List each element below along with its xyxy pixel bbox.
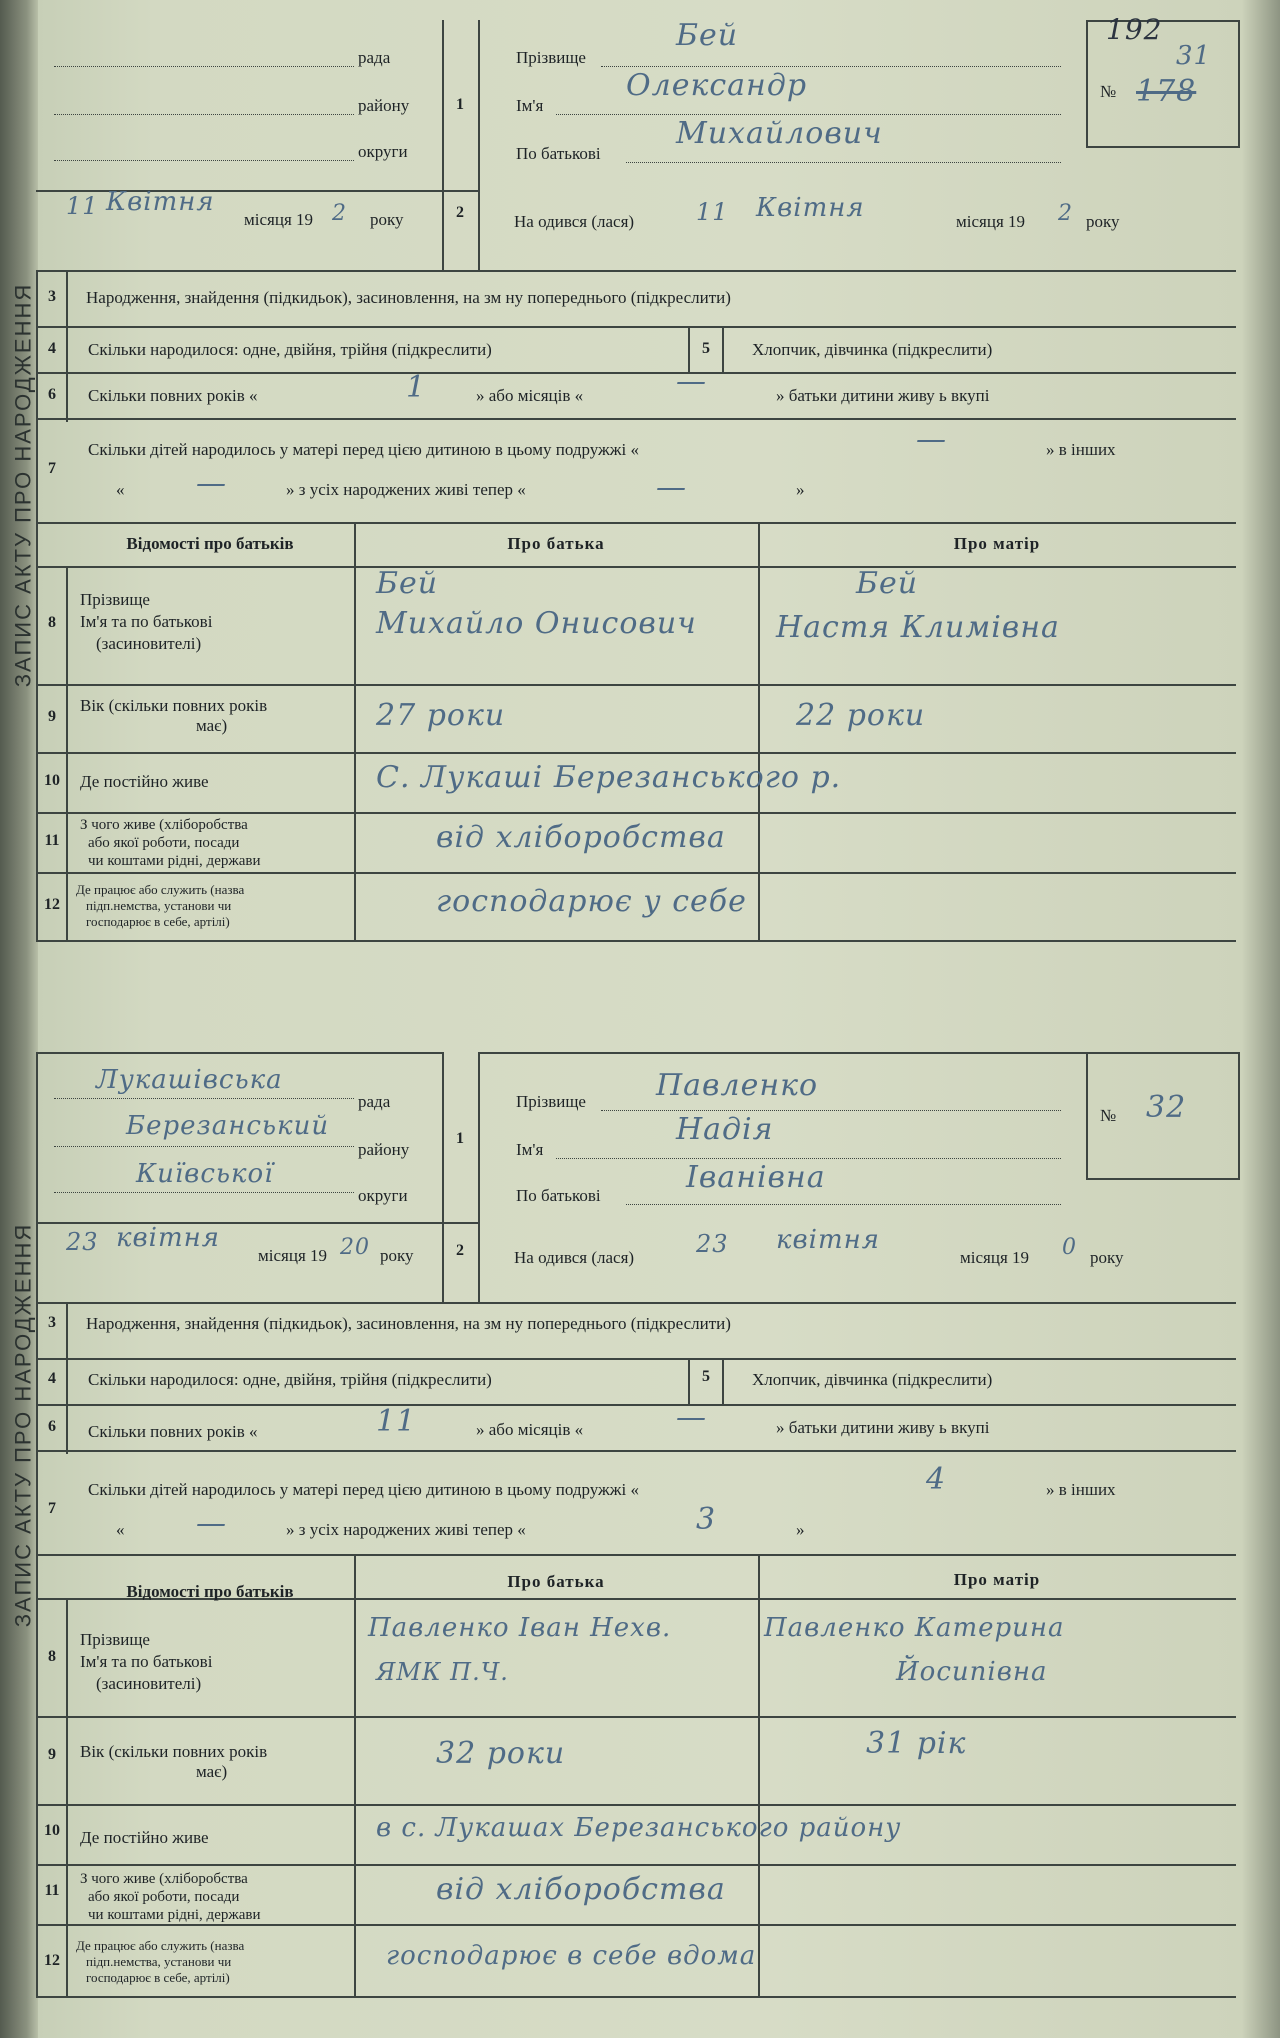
field-form-h_vidomosti: Відомості про батьків: [126, 534, 294, 553]
field-record1-year_suffix: 2: [332, 201, 347, 226]
r1-number-new: 31: [1176, 41, 1212, 71]
field-form-po_batkovi: По батькові: [516, 1186, 601, 1205]
table-rule: [36, 1924, 1236, 1926]
table-rule: [36, 326, 1236, 328]
dotted-fill-line: [556, 1158, 1061, 1159]
field-form-h_batko: Про батька: [507, 534, 605, 553]
field-form-row6_a: Скільки повних років «: [88, 1422, 258, 1441]
r2-mother-patronymic: Йосипівна: [896, 1657, 1048, 1687]
field-form-nums-7: 8: [48, 1648, 56, 1665]
field-form-nums-2: 3: [48, 1314, 56, 1331]
r2-date-month: квітня: [116, 1223, 220, 1253]
table-rule: [36, 872, 1236, 874]
table-rule: [36, 1404, 1236, 1406]
field-form-row7_c: «: [116, 1520, 125, 1539]
field-spine-side_title: ЗАПИС АКТУ ПРО НАРОДЖЕННЯ: [10, 1222, 36, 1628]
field-form-misiatsia_19: місяця 19: [258, 1246, 328, 1265]
table-rule: [442, 1052, 444, 1302]
table-rule: [36, 372, 1236, 374]
field-form-r11-1: або якої роботи, посади: [88, 1889, 240, 1905]
field-form-roku: року: [380, 1246, 414, 1265]
dotted-fill-line: [54, 114, 354, 115]
field-form-r11-2: чи коштами рідні, держави: [88, 1907, 261, 1923]
birth-record-2: [36, 1052, 1236, 2012]
field-form-misiatsia_19: місяця 19: [244, 210, 314, 229]
field-form-nums-10: 11: [44, 1882, 60, 1899]
table-rule: [66, 1598, 68, 1996]
field-form-r9-1: має): [196, 1762, 228, 1781]
r2-date-day: 23: [66, 1228, 99, 1256]
table-rule: [66, 1302, 68, 1454]
field-record2-children_before: 4: [926, 1462, 947, 1497]
field-form-roku: року: [370, 210, 404, 229]
r1-father-surname: Бей: [376, 566, 439, 601]
r1-name: Олександр: [626, 68, 808, 103]
table-rule: [722, 1358, 724, 1404]
field-form-narodyvsia: На одився (лася): [514, 212, 635, 231]
field-form-nums-0: 1: [456, 1130, 464, 1147]
field-form-roku: року: [1090, 1248, 1124, 1267]
r2-father-age: 32 роки: [436, 1736, 566, 1771]
field-form-row7_a: Скільки дітей народилось у матері перед цією дитиною в цьому подружжі «: [88, 1480, 639, 1499]
field-form-r12-0: Де працює або служить (назва: [76, 1938, 245, 1953]
field-form-nums-11: 12: [44, 896, 60, 913]
r2-raion: Березанський: [126, 1111, 330, 1141]
field-form-row7_d: » з усіх народжених живі тепер «: [286, 1520, 526, 1539]
field-form-h_vidomosti: Відомості про батьків: [126, 1582, 294, 1601]
table-rule: [758, 1554, 760, 1996]
field-form-row5: Хлопчик, дівчинка (підкреслити): [752, 1370, 993, 1389]
table-rule: [758, 522, 760, 940]
field-form-nums-3: 4: [48, 1370, 56, 1387]
field-form-n_label: №: [1100, 82, 1117, 101]
table-rule: [36, 270, 1236, 272]
field-form-r8-2: (засиновителі): [96, 634, 202, 653]
field-form-r12-2: господарює в себе, артілі): [86, 914, 230, 929]
dotted-fill-line: [601, 1110, 1061, 1111]
r1-mother-surname: Бей: [856, 566, 919, 601]
field-form-row7_c: «: [116, 480, 125, 499]
field-form-nums-9: 10: [44, 1822, 60, 1839]
field-form-nums-3: 4: [48, 340, 56, 357]
field-record1-years_together: 1: [406, 370, 427, 405]
table-rule: [36, 1222, 442, 1224]
dotted-fill-line: [54, 1146, 354, 1147]
r1-living: від хліборобства: [436, 820, 726, 855]
dotted-fill-line: [626, 1204, 1061, 1205]
field-form-nums-9: 10: [44, 772, 60, 789]
field-form-r9-0: Вік (скільки повних років: [80, 1742, 268, 1761]
field-form-row7_a: Скільки дітей народилось у матері перед цією дитиною в цьому подружжі «: [88, 440, 639, 459]
field-form-r9-1: має): [196, 716, 228, 735]
field-form-row6_c: » батьки дитини живу ь вкупі: [776, 386, 990, 405]
table-rule: [36, 1052, 442, 1054]
r2-mother-name: Павленко Катерина: [764, 1613, 1065, 1643]
field-form-row3: Народження, знайдення (підкидьок), засиновлення, на зм ну попереднього (підкреслити): [86, 1314, 731, 1333]
field-form-nums-10: 11: [44, 832, 60, 849]
r1-mother-name: Настя Климівна: [776, 610, 1060, 645]
field-form-raion: району: [358, 1140, 410, 1159]
field-record2-birth_day: 23: [696, 1230, 729, 1258]
field-record2-years_together: 11: [376, 1404, 417, 1439]
r1-date-day: 11: [66, 192, 99, 220]
field-form-imia: Ім'я: [516, 96, 544, 115]
field-form-r8-1: Ім'я та по батькові: [80, 1652, 213, 1671]
table-rule: [36, 1554, 1236, 1556]
field-record2-birth_year: 0: [1062, 1235, 1077, 1260]
field-form-roku: року: [1086, 212, 1120, 231]
field-form-row4: Скільки народилося: одне, двійня, трійня (підкреслити): [88, 340, 492, 359]
field-form-row3: Народження, знайдення (підкидьок), засиновлення, на зм ну попереднього (підкреслити): [86, 288, 731, 307]
field-record2-children_other: —: [196, 1506, 227, 1541]
field-form-row7_b: » в інших: [1046, 440, 1116, 459]
field-form-nums-4: 5: [702, 1368, 710, 1385]
field-form-r8-2: (засиновителі): [96, 1674, 202, 1693]
field-form-prizvyshche: Прізвище: [516, 48, 586, 67]
r2-number: 32: [1146, 1090, 1187, 1125]
field-form-r11-0: З чого живе (хліборобства: [80, 1871, 248, 1887]
field-form-row6_b: » або місяців «: [476, 386, 584, 405]
field-form-r8-0: Прізвище: [80, 590, 150, 609]
r1-father-name: Михайло Онисович: [376, 606, 697, 641]
field-form-nums-6: 7: [48, 1500, 56, 1517]
table-rule: [36, 940, 1236, 942]
table-rule: [36, 1302, 1236, 1304]
r1-corner-number: 192: [1106, 13, 1163, 46]
table-rule: [442, 20, 444, 270]
field-form-row4: Скільки народилося: одне, двійня, трійня (підкреслити): [88, 1370, 492, 1389]
field-form-h_maty: Про матір: [953, 534, 1041, 553]
table-rule: [36, 1716, 1236, 1718]
r2-father-note: ЯМК П.Ч.: [376, 1658, 509, 1686]
field-form-row7_e: »: [796, 1520, 805, 1539]
field-record1-children_other: —: [196, 466, 227, 501]
r1-surname: Бей: [676, 18, 739, 53]
record-2-side-title: [8, 1060, 38, 1790]
field-record2-months_together: —: [676, 1400, 707, 1435]
table-rule: [442, 1222, 478, 1224]
r2-surname: Павленко: [656, 1068, 819, 1103]
r1-work: господарює у себе: [436, 884, 747, 919]
r1-father-age: 27 роки: [376, 698, 506, 733]
r2-okruha: Київської: [136, 1159, 274, 1189]
field-record1-months_together: —: [676, 364, 707, 399]
field-form-r12-0: Де працює або служить (назва: [76, 882, 245, 897]
r2-residence: в с. Лукашах Березанського району: [376, 1813, 902, 1843]
field-form-r12-2: господарює в себе, артілі): [86, 1970, 230, 1985]
field-form-rada: рада: [358, 1092, 391, 1111]
field-form-nums-8: 9: [48, 708, 56, 725]
table-rule: [66, 270, 68, 422]
table-rule: [36, 1996, 1236, 1998]
r2-work: господарює в себе вдома: [386, 1941, 757, 1971]
field-form-okruhy: округи: [358, 142, 408, 161]
field-form-rada: рада: [358, 48, 391, 67]
field-form-n_label: №: [1100, 1106, 1117, 1125]
r2-patronymic: Іванівна: [686, 1160, 826, 1195]
dotted-fill-line: [54, 1192, 354, 1193]
dotted-fill-line: [54, 66, 354, 67]
field-form-nums-5: 6: [48, 1418, 56, 1435]
field-form-row7_e: »: [796, 480, 805, 499]
field-form-h_maty: Про матір: [953, 1570, 1041, 1589]
birth-record-1: [36, 13, 1236, 960]
field-form-r10: Де постійно живе: [80, 1828, 209, 1847]
field-record1-alive_now: —: [656, 470, 687, 505]
field-form-nums-1: 2: [456, 1242, 464, 1259]
r1-mother-age: 22 роки: [796, 698, 926, 733]
field-record1-birth_day: 11: [696, 198, 729, 226]
field-form-imia: Ім'я: [516, 1140, 544, 1159]
field-form-nums-0: 1: [456, 96, 464, 113]
field-record1-children_before: —: [916, 422, 947, 457]
field-form-r10: Де постійно живе: [80, 772, 209, 791]
field-form-row7_d: » з усіх народжених живі тепер «: [286, 480, 526, 499]
field-form-nums-4: 5: [702, 340, 710, 357]
field-form-po_batkovi: По батькові: [516, 144, 601, 163]
table-rule: [722, 326, 724, 372]
r1-residence: С. Лукаші Березанського р.: [376, 760, 842, 795]
field-record2-birth_month: квітня: [776, 1225, 880, 1255]
table-rule: [36, 684, 1236, 686]
field-form-nums-2: 3: [48, 288, 56, 305]
field-form-r9-0: Вік (скільки повних років: [80, 696, 268, 715]
table-rule: [36, 566, 1236, 568]
field-form-nums-8: 9: [48, 1746, 56, 1763]
field-form-nums-7: 8: [48, 614, 56, 631]
r2-father-name: Павленко Іван Нехв.: [368, 1613, 672, 1643]
table-rule: [442, 190, 478, 192]
r2-rada: Лукашівська: [96, 1065, 283, 1095]
table-rule: [354, 1554, 356, 1996]
field-form-prizvyshche: Прізвище: [516, 1092, 586, 1111]
table-rule: [66, 566, 68, 940]
field-form-r8-0: Прізвище: [80, 1630, 150, 1649]
field-form-row6_b: » або місяців «: [476, 1420, 584, 1439]
field-form-row6_c: » батьки дитини живу ь вкупі: [776, 1418, 990, 1437]
table-rule: [36, 1052, 38, 1302]
dotted-fill-line: [626, 162, 1061, 163]
field-form-r11-0: З чого живе (хліборобства: [80, 817, 248, 833]
field-spine-side_title: ЗАПИС АКТУ ПРО НАРОДЖЕННЯ: [10, 282, 36, 688]
field-record1-birth_month: Квітня: [756, 193, 865, 223]
field-form-okruhy: округи: [358, 1186, 408, 1205]
field-form-nums-11: 12: [44, 1952, 60, 1969]
field-record1-birth_year: 2: [1058, 201, 1073, 226]
r2-mother-age: 31 рік: [866, 1726, 967, 1761]
r1-number-crossed: 178: [1136, 74, 1197, 109]
table-rule: [354, 522, 356, 940]
table-rule: [36, 522, 1236, 524]
field-record2-year_suffix: 20: [340, 1235, 370, 1260]
table-rule: [36, 1804, 1236, 1806]
table-rule: [688, 1358, 690, 1404]
table-rule: [36, 1450, 1236, 1452]
field-form-nums-1: 2: [456, 204, 464, 221]
table-rule: [36, 1358, 1236, 1360]
table-rule: [36, 812, 1236, 814]
r2-living: від хліборобства: [436, 1872, 726, 1907]
dotted-fill-line: [601, 66, 1061, 67]
field-form-r11-1: або якої роботи, посади: [88, 835, 240, 851]
r1-date-month: Квітня: [106, 187, 215, 217]
field-form-raion: району: [358, 96, 410, 115]
table-rule: [36, 418, 1236, 420]
r2-name: Надія: [676, 1112, 774, 1147]
field-form-narodyvsia: На одився (лася): [514, 1248, 635, 1267]
table-rule: [36, 1864, 1236, 1866]
table-rule: [478, 1052, 480, 1302]
field-form-r8-1: Ім'я та по батькові: [80, 612, 213, 631]
r1-patronymic: Михайлович: [676, 116, 883, 151]
dotted-fill-line: [54, 160, 354, 161]
field-form-r11-2: чи коштами рідні, держави: [88, 853, 261, 869]
field-form-nums-6: 7: [48, 460, 56, 477]
field-form-nums-5: 6: [48, 386, 56, 403]
dotted-fill-line: [54, 1098, 354, 1099]
field-form-misiatsia_19_short: місяця 19: [960, 1248, 1030, 1267]
field-form-row6_a: Скільки повних років «: [88, 386, 258, 405]
table-rule: [36, 752, 1236, 754]
field-form-misiatsia_19_short: місяця 19: [956, 212, 1026, 231]
field-form-h_batko: Про батька: [507, 1572, 605, 1591]
field-form-r12-1: підп.немства, установи чи: [86, 898, 232, 913]
field-form-row5: Хлопчик, дівчинка (підкреслити): [752, 340, 993, 359]
table-rule: [478, 20, 480, 270]
field-form-row7_b: » в інших: [1046, 1480, 1116, 1499]
record-1-side-title: [8, 150, 38, 820]
dotted-fill-line: [556, 114, 1061, 115]
field-form-r12-1: підп.немства, установи чи: [86, 1954, 232, 1969]
field-record2-alive_now: 3: [696, 1502, 717, 1537]
